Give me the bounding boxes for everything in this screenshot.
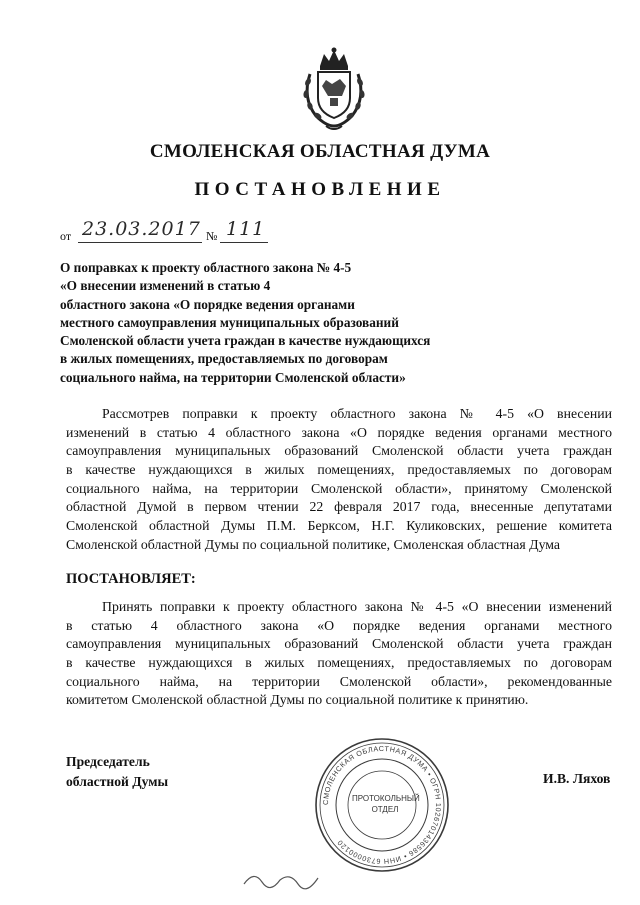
subject-line: социального найма, на территории Смоленской области» [60,369,406,385]
number-underline [220,242,268,243]
coat-of-arms-icon [296,46,372,132]
organization-title: СМОЛЕНСКАЯ ОБЛАСТНАЯ ДУМА [149,141,491,162]
subject-line: «О внесении изменений в статью 4 [60,278,271,294]
subject-line: областного закона «О порядке ведения органами [60,296,355,312]
signer-name: И.В. Ляхов [543,771,611,786]
paragraph-line: социального найма, на территории Смоленской области», принятому Смоленской [66,480,612,496]
paragraph-line: комитетом Смоленской областной Думы по социальной политике к принятию. [66,692,529,708]
signer-title-line: Председатель [66,754,150,769]
paragraph-line: в статью 4 областного закона «О порядке ведения органами местного [66,617,612,633]
handwritten-number: 111 [226,218,266,240]
signer-title-line: областной Думы [66,773,169,789]
number-label: № [206,229,218,243]
signature-icon [240,862,330,892]
seal-ring-text: СМОЛЕНСКАЯ ОБЛАСТНАЯ ДУМА • ОГРН 1026701436586 • ИНН 6730000120 [320,743,444,867]
resolves-heading: ПОСТАНОВЛЯЕТ: [66,571,196,587]
subject-line: О поправках к проекту областного закона № 4-5 [60,260,352,275]
subject-line: Смоленской области учета граждан в качестве нуждающихся [60,333,431,349]
paragraph-line: самоуправления муниципальных образований Смоленской области учета граждан [66,443,612,459]
paragraph-line: в качестве нуждающихся в жилых помещениях, предоставляемых по договорам [66,462,612,478]
handwritten-date: 23.03.2017 [82,218,201,240]
date-from-label: от [60,229,72,243]
preamble-paragraph [66,405,612,555]
seal-center-line: ОТДЕЛ [371,805,399,814]
subject-heading [60,259,520,387]
paragraph-line: Смоленской областной Думы по социальной политике, Смоленская областная Дума [66,536,561,552]
paragraph-line: самоуправления муниципальных образований Смоленской области учета граждан [66,636,612,652]
document-type-heading: ПОСТАНОВЛЕНИЕ [194,179,446,200]
paragraph-line: Принять поправки к проекту областного закона № 4-5 «О внесении изменений [102,599,612,614]
paragraph-line: изменений в статью 4 областного закона «О порядке ведения органами местного [66,424,612,440]
seal-center-line: ПРОТОКОЛЬНЫЙ [352,794,420,803]
date-underline [78,242,202,243]
resolution-paragraph [66,598,612,710]
subject-line: местного самоуправления муниципальных образований [60,314,399,330]
paragraph-line: Рассмотрев поправки к проекту областного закона № 4-5 «О внесении [102,406,612,421]
paragraph-line: Смоленской областной Думы П.М. Берксом, Н.Г. Куликовских, решение комитета [66,518,612,534]
seal-center-text [352,793,418,815]
paragraph-line: социального найма, на территории Смоленской области», рекомендованные [66,673,612,689]
date-number-line [60,218,280,244]
paragraph-line: областной Думой в первом чтении 22 февраля 2017 года, внесенные депутатами [66,499,612,515]
signer-title [66,752,168,791]
paragraph-line: в качестве нуждающихся в жилых помещениях, предоставляемых по договорам [66,655,612,671]
subject-line: в жилых помещениях, предоставляемых по договорам [60,351,388,367]
